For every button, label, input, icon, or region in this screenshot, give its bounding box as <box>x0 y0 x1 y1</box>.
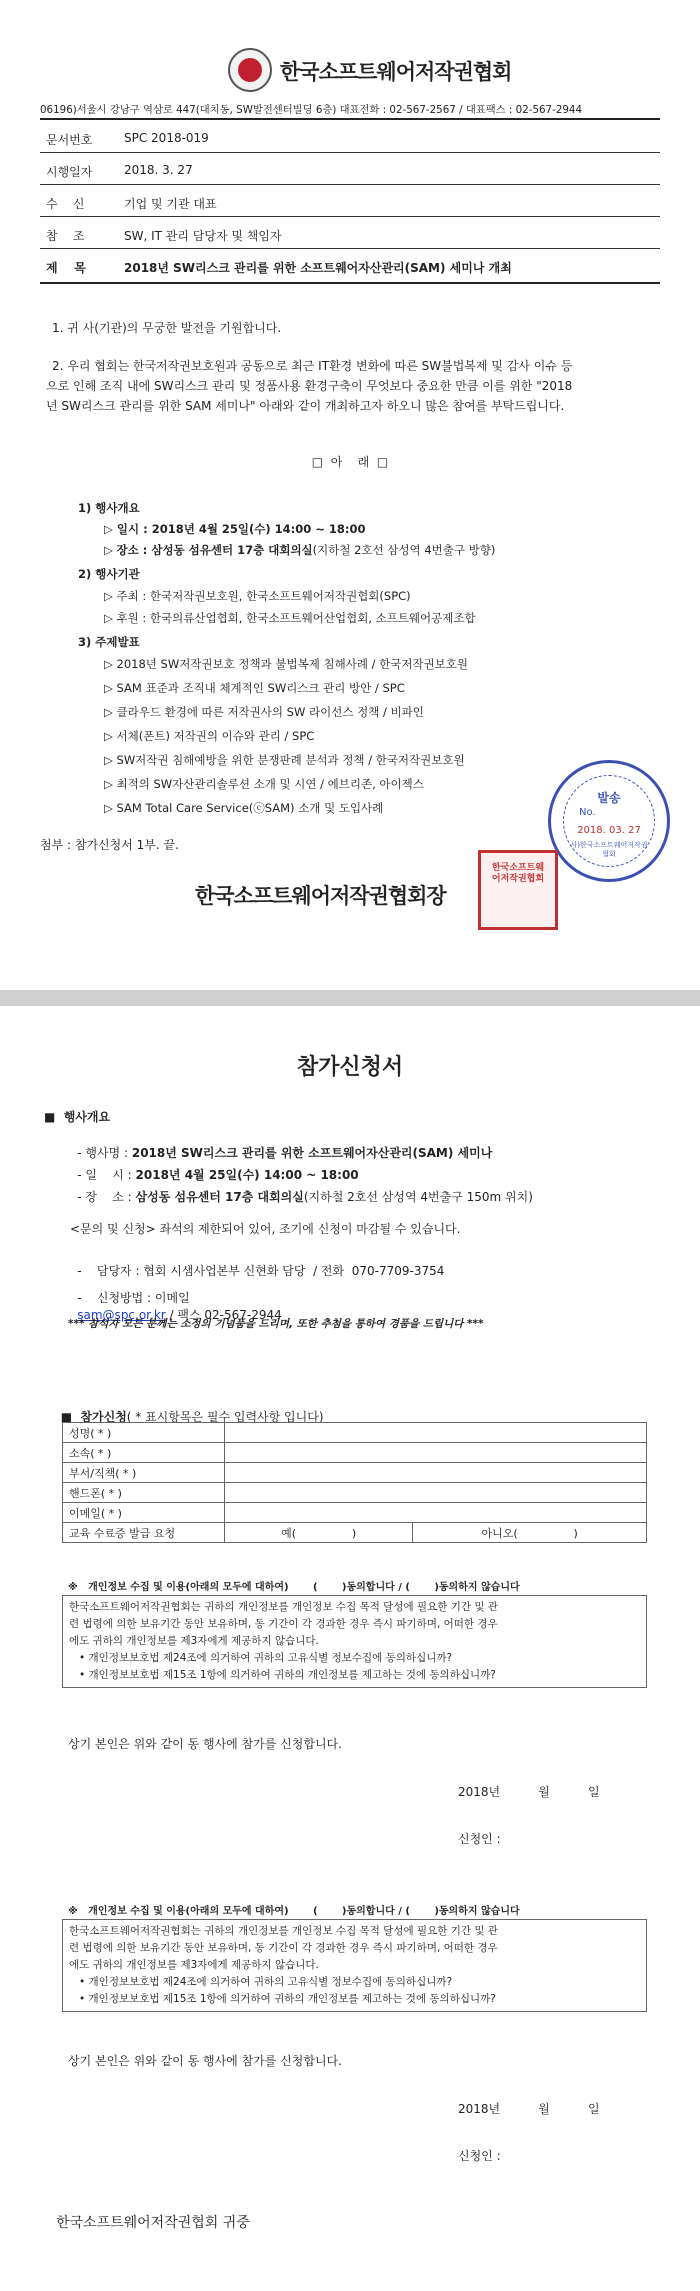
reference-value: SW, IT 관리 담당자 및 책임자 <box>124 229 282 243</box>
consent-body <box>62 1595 647 1688</box>
stamp-org: 사)한국소프트웨어저작권협회 <box>570 841 648 858</box>
fax-info: / 팩스 02-567-2944 <box>165 1308 282 1322</box>
dash-icon: - <box>77 1264 97 1278</box>
email-field[interactable] <box>225 1503 647 1523</box>
bullet-icon: ▷ <box>104 657 113 671</box>
divider <box>40 152 660 153</box>
doc-number-value: SPC 2018-019 <box>124 131 209 145</box>
official-seal-icon <box>478 850 558 930</box>
gift-note: *** 참석자 모든 분께는 소정의 기념품을 드리며, 또한 추첨을 통하여 경품을 드립니다 *** <box>68 1318 484 1330</box>
paragraph-2-line-1: 2. 우리 협회는 한국저작권보호원과 공동으로 최근 IT환경 변화에 따른 SW불법복제 및 감사 이슈 등 <box>52 359 573 373</box>
section-1-title: 1) 행사개요 <box>78 501 140 515</box>
date-line: 2018년 월 일 <box>458 1785 600 1799</box>
overview-label: - 행사명 : <box>77 1146 132 1160</box>
bullet-icon: ▷ <box>104 729 113 743</box>
dash-icon: - <box>77 1291 97 1305</box>
consent-question: • 개인정보보호법 제24조에 의거하여 귀하의 고유식별 정보수집에 동의하십니까? <box>79 1976 453 1988</box>
dispatch-stamp <box>548 760 670 882</box>
form-title: 참가신청서 <box>296 1055 404 1080</box>
event-place: 삼성동 섬유센터 17층 대회의실 <box>135 1190 304 1204</box>
affiliation-field[interactable] <box>225 1443 647 1463</box>
name-field[interactable] <box>225 1423 647 1443</box>
divider <box>40 248 660 249</box>
letterhead-address: 06196)서울시 강남구 역삼로 447(대치동, SW발전센터빌딩 6층) 대표전화 : 02-567-2567 / 대표팩스 : 02-567-2944 <box>40 104 583 116</box>
contact-info: 담당자 : 협회 시샘사업본부 신현화 담당 / 전화 070-7709-3754 <box>96 1264 445 1278</box>
bullet-icon: ▷ <box>104 681 113 695</box>
bullet-icon: ▷ <box>104 753 113 767</box>
certificate-label: 교육 수료증 발급 요청 <box>63 1523 225 1543</box>
apply-title-note: ( * 표시항목은 필수 입력사항 입니다) <box>126 1410 324 1424</box>
pledge-text: 상기 본인은 위와 같이 동 행사에 참가를 신청합니다. <box>68 2054 342 2068</box>
overview-label: - 일 시 : <box>77 1168 136 1182</box>
applicant-label: 신청인 : <box>458 2149 501 2163</box>
org-name: 한국소프트웨어저작권협회 <box>280 60 512 84</box>
consent-line: 한국소프트웨어저작권협회는 귀하의 개인정보를 개인정보 수집 목적 달성에 필요한 기간 및 관 <box>69 1925 498 1937</box>
email-label: 이메일( * ) <box>63 1503 225 1523</box>
reference-label: 참 조 <box>46 229 85 243</box>
affiliation-label: 소속( * ) <box>63 1443 225 1463</box>
event-venue: 장소 : 삼성동 섬유센터 17층 대회의실 <box>116 543 313 557</box>
consent-question: • 개인정보보호법 제15조 1항에 의거하여 귀하의 개인정보를 제고하는 것에 동의하십니까? <box>79 1669 496 1681</box>
event-date: 2018년 4월 25일(수) 14:00 ~ 18:00 <box>135 1168 359 1182</box>
doc-number-label: 문서번호 <box>46 133 93 147</box>
certificate-yes-option[interactable]: 예( ) <box>225 1523 413 1543</box>
consent-question: • 개인정보보호법 제24조에 의거하여 귀하의 고유식별 정보수집에 동의하십니까? <box>79 1652 453 1664</box>
subject-label: 제 목 <box>46 261 86 275</box>
topic-item: SAM 표준과 조직내 체계적인 SW리스크 관리 방안 / SPC <box>116 681 405 695</box>
recipient-value: 기업 및 기관 대표 <box>124 197 217 211</box>
section-2-title: 2) 행사기관 <box>78 567 140 581</box>
bullet-icon: ▷ <box>104 777 113 791</box>
topic-item: SW저작권 침해예방을 위한 분쟁판례 분석과 정책 / 한국저작권보호원 <box>116 753 465 767</box>
divider <box>40 184 660 185</box>
host-org: 주최 : 한국저작권보호원, 한국소프트웨어저작권협회(SPC) <box>116 589 411 603</box>
pledge-text: 상기 본인은 위와 같이 동 행사에 참가를 신청합니다. <box>68 1737 342 1751</box>
page-separator <box>0 990 700 1006</box>
section-3-title: 3) 주제발표 <box>78 635 140 649</box>
event-name: 2018년 SW리스크 관리를 위한 소프트웨어자산관리(SAM) 세미나 <box>131 1146 493 1160</box>
consent-line: 한국소프트웨어저작권협회는 귀하의 개인정보를 개인정보 수집 목적 달성에 필요한 기간 및 관 <box>69 1601 498 1613</box>
bullet-icon: ▷ <box>104 522 113 536</box>
date-line: 2018년 월 일 <box>458 2102 600 2116</box>
stamp-no: No. <box>579 807 596 818</box>
divider <box>40 118 660 120</box>
recipient-footer: 한국소프트웨어저작권협회 귀중 <box>56 2215 250 2231</box>
consent-block-2 <box>62 1902 647 2012</box>
consent-body <box>62 1919 647 2012</box>
apply-title: ■ 참가신청 <box>60 1410 127 1424</box>
department-label: 부서/직책( * ) <box>63 1463 225 1483</box>
signature-line: 한국소프트웨어저작권협회장 <box>195 884 446 908</box>
stamp-top: 발송 <box>597 791 621 805</box>
department-field[interactable] <box>225 1463 647 1483</box>
phone-field[interactable] <box>225 1483 647 1503</box>
recipient-label: 수 신 <box>46 197 85 211</box>
consent-question: • 개인정보보호법 제15조 1항에 의거하여 귀하의 개인정보를 제고하는 것에 동의하십니까? <box>79 1993 496 2005</box>
topic-item: 서체(폰트) 저작권의 이슈와 관리 / SPC <box>116 729 315 743</box>
consent-header[interactable]: ※ 개인정보 수집 및 이용(아래의 모두에 대하여) ( )동의합니다 / ( )동의하지 않습니다 <box>68 1582 520 1593</box>
event-venue-detail: (지하철 2호선 삼성역 4번출구 방향) <box>312 543 496 557</box>
issue-date-label: 시행일자 <box>46 165 93 179</box>
center-mark: □ 아 래 □ <box>311 455 389 469</box>
bullet-icon: ▷ <box>104 801 113 815</box>
paragraph-2-line-2: 으로 인해 조직 내에 SW리스크 관리 및 정품사용 환경구축이 무엇보다 중요한 만큼 이를 위한 "2018 <box>46 379 573 393</box>
applicant-label: 신청인 : <box>458 1832 501 1846</box>
divider <box>40 282 660 284</box>
stamp-date: 2018. 03. 27 <box>577 825 641 836</box>
certificate-no-option[interactable]: 아니오( ) <box>413 1523 647 1543</box>
consent-block-1 <box>62 1578 647 1688</box>
topic-item: SAM Total Care Service(ⓒSAM) 소개 및 도입사례 <box>116 801 384 815</box>
bullet-icon: ▷ <box>104 589 113 603</box>
topic-item: 클라우드 환경에 따른 저작권사의 SW 라이선스 정책 / 비파인 <box>116 705 424 719</box>
subject-value: 2018년 SW리스크 관리를 위한 소프트웨어자산관리(SAM) 세미나 개최 <box>124 261 512 275</box>
consent-line: 련 법령에 의한 보유기간 동안 보유하며, 동 기간이 각 경과한 경우 즉시 파기하며, 어떠한 경우 <box>69 1618 498 1630</box>
overview-label: - 장 소 : <box>77 1190 136 1204</box>
event-place-detail: (지하철 2호선 삼성역 4번출구 150m 위치) <box>303 1190 533 1204</box>
inquiry-note: <문의 및 신청> 좌석의 제한되어 있어, 조기에 신청이 마감될 수 있습니다. <box>70 1222 461 1236</box>
name-label: 성명( * ) <box>63 1423 225 1443</box>
consent-header[interactable]: ※ 개인정보 수집 및 이용(아래의 모두에 대하여) ( )동의합니다 / ( )동의하지 않습니다 <box>68 1906 520 1917</box>
consent-line: 에도 귀하의 개인정보를 제3자에게 제공하지 않습니다. <box>69 1959 319 1971</box>
issue-date-value: 2018. 3. 27 <box>124 163 193 177</box>
seal-text: 한국소프트웨어저작권협회 <box>491 863 545 884</box>
sponsor-org: 후원 : 한국의류산업협회, 한국소프트웨어산업협회, 소프트웨어공제조합 <box>116 611 476 625</box>
overview-title: ■ 행사개요 <box>44 1110 111 1124</box>
topic-item: 2018년 SW저작권보호 정책과 불법복제 침해사례 / 한국저작권보호원 <box>116 657 468 671</box>
topic-item: 최적의 SW자산관리솔루션 소개 및 시연 / 에브리존, 아이젝스 <box>116 777 424 791</box>
application-table <box>62 1422 647 1543</box>
attachment-note: 첨부 : 참가신청서 1부. 끝. <box>40 838 179 852</box>
event-time: 일시 : 2018년 4월 25일(수) 14:00 ~ 18:00 <box>116 522 366 536</box>
paragraph-2-line-3: 년 SW리스크 관리를 위한 SAM 세미나" 아래와 같이 개최하고자 하오니 많은 참여를 부탁드립니다. <box>46 399 565 413</box>
divider <box>40 216 660 217</box>
bullet-icon: ▷ <box>104 705 113 719</box>
consent-line: 에도 귀하의 개인정보를 제3자에게 제공하지 않습니다. <box>69 1635 319 1647</box>
apply-method: 신청방법 : 이메일 <box>96 1291 190 1305</box>
phone-label: 핸드폰( * ) <box>63 1483 225 1503</box>
consent-line: 련 법령에 의한 보유기간 동안 보유하며, 동 기간이 각 경과한 경우 즉시 파기하며, 어떠한 경우 <box>69 1942 498 1954</box>
bullet-icon: ▷ <box>104 543 113 557</box>
bullet-icon: ▷ <box>104 611 113 625</box>
email-link[interactable]: sam@spc.or.kr <box>77 1308 166 1322</box>
spc-logo-icon <box>228 48 272 92</box>
paragraph-1: 1. 귀 사(기관)의 무궁한 발전을 기원합니다. <box>52 321 282 335</box>
